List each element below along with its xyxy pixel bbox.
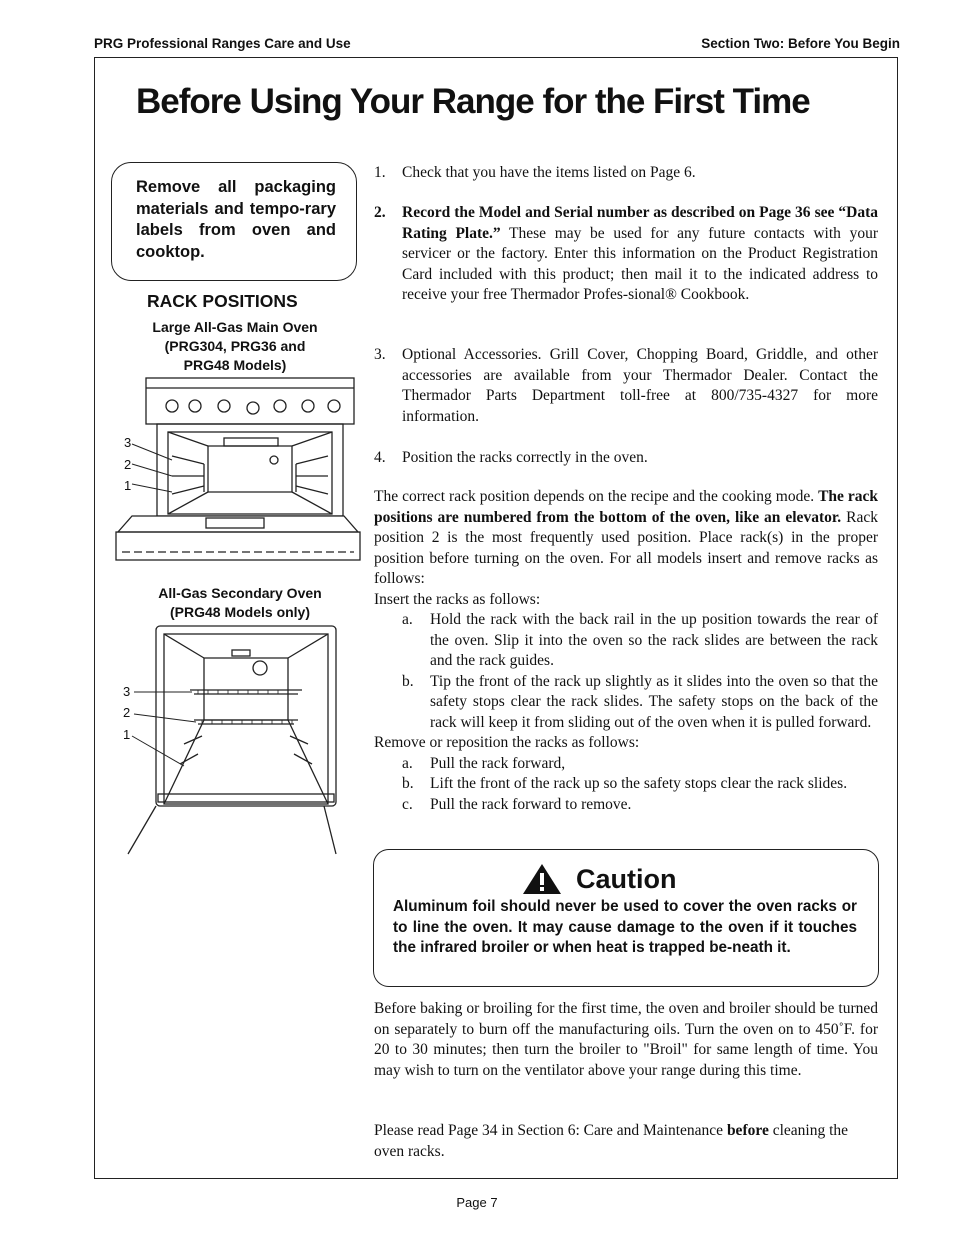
step-4	[374, 448, 878, 469]
warning-icon	[522, 863, 562, 895]
caution-title: Caution	[576, 864, 677, 894]
caution-body: Aluminum foil should never be used to cover the oven racks or to line the oven. It may cause damage to the oven if it touches the infrared broiler or when heat is trapped be-neath it.	[393, 898, 857, 956]
sub-text: Pull the rack forward,	[430, 754, 566, 772]
rack-paragraph	[374, 487, 878, 590]
main-oven-caption-line: PRG48 Models)	[183, 357, 287, 373]
step-number: 4.	[374, 449, 386, 466]
rack-paragraph-text: The correct rack position depends on the recipe and the cooking mode.	[374, 488, 819, 505]
insert-intro: Insert the racks as follows:	[374, 590, 541, 608]
remove-step-b	[374, 774, 878, 795]
closing-text: Please read Page 34 in Section 6: Care and Maintenance	[374, 1122, 727, 1139]
step-1	[374, 163, 878, 184]
insert-step-b	[374, 672, 878, 734]
packaging-note: Remove all packaging materials and tempo-rary labels from oven and cooktop.	[111, 162, 357, 281]
step-text: Check that you have the items listed on Page 6.	[402, 164, 696, 181]
closing-text: cleaning the oven racks.	[374, 1122, 849, 1160]
rack-instructions	[374, 487, 878, 815]
rack-positions-heading: RACK POSITIONS	[147, 291, 298, 311]
closing-paragraph-2	[374, 1121, 878, 1162]
step-3	[374, 345, 878, 427]
secondary-rack-label-1: 1	[123, 727, 131, 742]
secondary-rack-label-2: 2	[123, 705, 131, 720]
header-right: Section Two: Before You Begin	[701, 36, 900, 51]
step-text: Position the racks correctly in the oven.	[402, 449, 648, 466]
sub-marker: b.	[402, 672, 414, 690]
caution-box	[373, 849, 879, 987]
page-number: Page 7	[456, 1195, 498, 1210]
main-oven-caption	[136, 318, 334, 375]
sub-text: Tip the front of the rack up slightly as it slides into the oven so that the safety stops clear the rack slides. The safety stops on the back of the rack will keep it from sliding out of the oven when it is pulled forward.	[430, 672, 878, 731]
step-text: Optional Accessories. Grill Cover, Chopping Board, Griddle, and other accessories are available from your Thermador Dealer. Contact the Thermador Parts Department toll-free at 800/735-4327 for more information.	[402, 346, 878, 425]
secondary-oven-illustration	[118, 624, 342, 856]
main-rack-label-1: 1	[124, 478, 132, 493]
rack-paragraph-text: Rack position 2 is the most frequently used position. Place rack(s) in the proper position before turning on the oven. For all models insert and remove racks as follows:	[374, 508, 878, 587]
main-rack-label-2: 2	[124, 457, 132, 472]
closing-bold: before	[726, 1122, 769, 1139]
sub-text: Lift the front of the rack up so the safety stops clear the rack slides.	[430, 775, 848, 792]
header-left: PRG Professional Ranges Care and Use	[94, 36, 351, 51]
sub-text: Pull the rack forward to remove.	[430, 795, 632, 813]
sub-marker: a.	[402, 611, 413, 628]
page-title: Before Using Your Range for the First Time	[136, 82, 810, 121]
main-oven-caption-line: (PRG304, PRG36 and	[164, 338, 306, 354]
secondary-oven-caption	[140, 584, 340, 622]
main-oven-illustration	[112, 372, 364, 572]
secondary-oven-caption-line: All-Gas Secondary Oven	[158, 585, 322, 601]
rack-paragraph-bold: The rack positions are numbered from the bottom of the oven, like an elevator.	[374, 488, 879, 526]
sub-marker: b.	[402, 775, 414, 792]
step-number: 3.	[374, 346, 386, 363]
main-oven-caption-line: Large All-Gas Main Oven	[152, 319, 318, 335]
closing-paragraph-1: Before baking or broiling for the first time, the oven and broiler should be turned on separately to burn off the manufacturing oils. Turn the oven on to 450˚F. for 20 to 30 minutes; then turn the broiler to "Broil" for same length of time. You may wish to turn on the ventilator above your range during this time.	[374, 1000, 878, 1079]
step-2-text: These may be used for any future contacts with your servicer or the factory. Enter this information on the Product Registration Card included with this product; then mail it to the indicated address to receive your free Thermador Profes-sional® Cookbook.	[402, 224, 878, 303]
remove-step-c	[374, 795, 878, 816]
sub-text: Hold the rack with the back rail in the up position towards the rear of the oven. Slip it into the oven so the rack slides are between the rack and the rack guides.	[430, 611, 878, 669]
step-2	[374, 203, 878, 306]
remove-intro: Remove or reposition the racks as follows:	[374, 734, 640, 751]
secondary-rack-label-3: 3	[123, 684, 131, 699]
step-number: 1.	[374, 164, 386, 181]
step-number: 2.	[374, 204, 386, 221]
sub-marker: a.	[402, 754, 413, 772]
main-rack-label-3: 3	[124, 435, 132, 450]
step-2-bold: Record the Model and Serial number as described on Page 36 see “Data Rating Plate.”	[402, 204, 878, 242]
insert-step-a	[374, 610, 878, 672]
secondary-oven-caption-line: (PRG48 Models only)	[169, 604, 311, 620]
remove-step-a	[374, 754, 878, 775]
sub-marker: c.	[402, 795, 413, 813]
